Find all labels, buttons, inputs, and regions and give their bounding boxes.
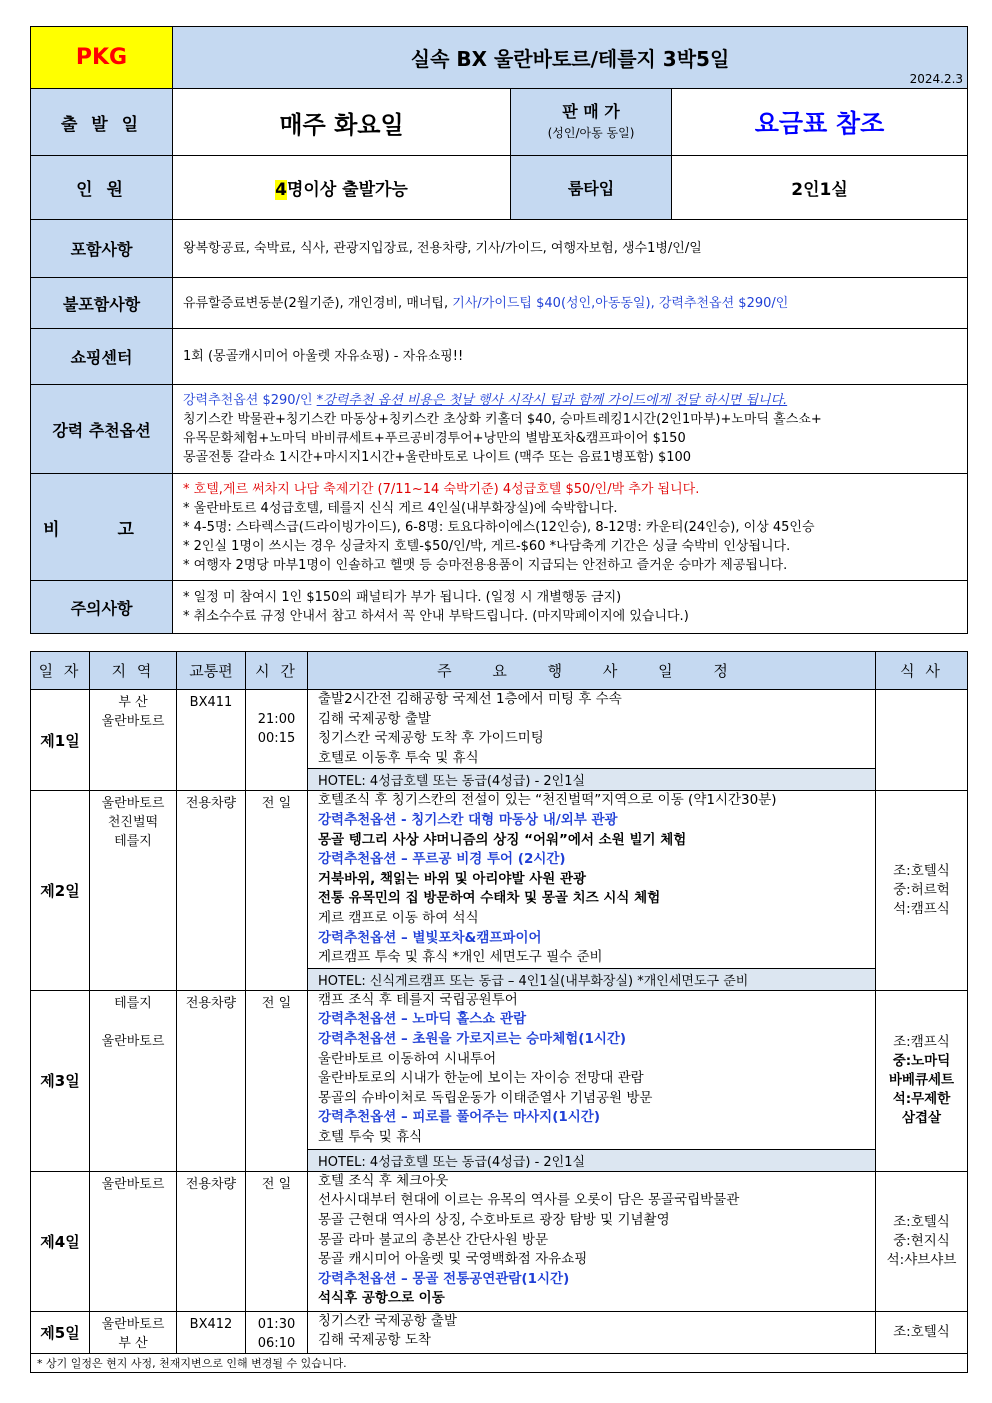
transport: BX412 bbox=[177, 1311, 246, 1353]
activities-cell bbox=[308, 1311, 876, 1353]
activity: 김해 국제공항 도착 bbox=[318, 1332, 431, 1349]
time: 06:10 bbox=[257, 1335, 296, 1351]
itinerary-day-3 bbox=[31, 990, 968, 1149]
people-cell bbox=[173, 156, 511, 220]
excluded-cell bbox=[173, 278, 968, 329]
meal: 석:캠프식 bbox=[893, 901, 950, 918]
included-label: 포함사항 bbox=[31, 220, 173, 278]
col-header-meals: 식 사 bbox=[876, 652, 968, 690]
excluded-tip-option: 기사/가이드팁 $40(성인,아동동일), 강력추천옵션 $290/인 bbox=[452, 295, 789, 311]
col-header-region: 지 역 bbox=[90, 652, 177, 690]
remarks-line: * 울란바토르 4성급호텔, 테를지 신식 게르 4인실(내부화장실)에 숙박합니다. bbox=[183, 500, 618, 516]
region: 테를지 bbox=[114, 834, 152, 850]
activity: 김해 국제공항 출발 bbox=[318, 710, 431, 727]
activity-option: 강력추천옵션 – 별빛포차&캠프파이어 bbox=[318, 929, 542, 946]
activity: 울란바토로의 시내가 한눈에 보이는 자이승 전망대 관람 bbox=[318, 1070, 644, 1087]
activity: 몽골 라마 불교의 총본산 간단사원 방문 bbox=[318, 1231, 549, 1248]
time: 전 일 bbox=[246, 1171, 308, 1311]
itinerary-table bbox=[30, 651, 968, 1373]
remarks-line: * 여행자 2명당 마부1명이 인솔하고 헬맷 등 승마전용용품이 지급되는 안전하고 즐거운 승마가 제공됩니다. bbox=[183, 557, 788, 573]
activity: 전통 유목민의 집 방문하여 수태차 및 몽골 치즈 시식 체험 bbox=[318, 890, 661, 907]
options-cell bbox=[173, 385, 968, 474]
itinerary-day-1 bbox=[31, 690, 968, 769]
footnote: * 상기 일정은 현지 사정, 천재지변으로 인해 변경될 수 있습니다. bbox=[31, 1353, 968, 1372]
activity: 게르캠프 투숙 및 휴식 *개인 세면도구 필수 준비 bbox=[318, 949, 603, 966]
activity: 울란바토르 이동하여 시내투어 bbox=[318, 1050, 497, 1067]
option-line: 유목문화체험+노마딕 바비큐세트+푸르공비경투어+낭만의 별밤포차&캠프파이어 $150 bbox=[183, 431, 686, 446]
meal: 중:현지식 bbox=[893, 1232, 950, 1249]
activity: 몽골 캐시미어 아울렛 및 국영백화점 자유쇼핑 bbox=[318, 1251, 588, 1268]
activity: 호텔로 이동후 투숙 및 휴식 bbox=[318, 749, 479, 766]
option-line: 칭기스칸 박물관+칭기스칸 마동상+칭키스칸 초상화 키홀더 $40, 승마트레킹1시간(2인1마부)+노마딕 홀스쇼+ bbox=[183, 412, 822, 427]
region: 울란바토르 bbox=[101, 1176, 165, 1192]
activity-option: 강력추천옵션 – 푸르공 비경 투어 (2시간) bbox=[318, 851, 566, 868]
remarks-label: 비 고 bbox=[31, 474, 173, 581]
options-note: *강력추천 옵션 비용은 첫날 행사 시작시 팁과 함께 가이드에게 전달 하시면 됩니다. bbox=[316, 393, 788, 408]
caution-line: * 일정 미 참여시 1인 $150의 패널티가 부가 됩니다. (일정 시 개별행동 금지) bbox=[183, 590, 622, 605]
activity: 거북바위, 책읽는 바위 및 아리야발 사원 관광 bbox=[318, 870, 587, 887]
price-value: 요금표 참조 bbox=[672, 89, 968, 156]
hotel-info: HOTEL: 4성급호텔 또는 동급(4성급) - 2인1실 bbox=[308, 1149, 876, 1171]
meal: 삼겹살 bbox=[901, 1110, 942, 1127]
day-label: 제4일 bbox=[31, 1171, 90, 1311]
package-title: 실속 BX 울란바토르/테를지 3박5일 bbox=[410, 47, 730, 71]
activity: 출발2시간전 김해공항 국제선 1층에서 미팅 후 수속 bbox=[318, 691, 622, 707]
region-cell bbox=[90, 791, 177, 990]
day-label: 제5일 bbox=[31, 1311, 90, 1353]
itinerary-day-5 bbox=[31, 1311, 968, 1353]
itinerary-day-4 bbox=[31, 1171, 968, 1311]
meals-cell bbox=[876, 791, 968, 990]
day-label: 제2일 bbox=[31, 791, 90, 990]
time-cell bbox=[246, 690, 308, 791]
document-date: 2024.2.3 bbox=[909, 72, 964, 86]
included-value: 왕복항공료, 숙박료, 식사, 관광지입장료, 전용차량, 기사/가이드, 여행자보험, 생수1병/인/일 bbox=[173, 220, 968, 278]
remarks-line: * 2인실 1명이 쓰시는 경우 싱글차지 호텔-$50/인/박, 게르-$60 *나담축게 기간은 싱글 숙박비 인상됩니다. bbox=[183, 538, 791, 554]
price-label-cell bbox=[511, 89, 672, 156]
shopping-label: 쇼핑센터 bbox=[31, 329, 173, 385]
caution-label: 주의사항 bbox=[31, 581, 173, 634]
region-cell bbox=[90, 1171, 177, 1311]
activity: 석식후 공항으로 이동 bbox=[318, 1290, 445, 1307]
meal: 중:노마딕 bbox=[892, 1053, 951, 1070]
meals-cell bbox=[876, 1311, 968, 1353]
options-heading: 강력추천옵션 $290/인 bbox=[183, 393, 317, 408]
remarks-cell bbox=[173, 474, 968, 581]
region: 테를지 bbox=[114, 995, 152, 1011]
room-value: 2인1실 bbox=[672, 156, 968, 220]
activity-option: 강력추천옵션 - 칭기스칸 대형 마동상 내/외부 관광 bbox=[318, 811, 618, 828]
remarks-line: * 4-5명: 스타렉스급(드라이빙가이드), 6-8명: 토요다하이에스(12인승), 8-12명: 카운티(24인승), 이상 45인승 bbox=[183, 519, 815, 535]
region: 부 산 bbox=[118, 1335, 148, 1351]
meal: 조:호텔식 bbox=[893, 863, 950, 880]
activities-cell bbox=[308, 1171, 876, 1311]
meal: 중:허르헉 bbox=[893, 882, 950, 899]
region: 울란바토르 bbox=[101, 1316, 165, 1332]
activity-option: 강력추천옵션 – 피로를 풀어주는 마사지(1시간) bbox=[318, 1109, 601, 1126]
activity-option: 강력추천옵션 – 노마딕 홀스쇼 관람 bbox=[318, 1011, 527, 1028]
pkg-badge: PKG bbox=[31, 27, 173, 89]
excluded-label: 불포함사항 bbox=[31, 278, 173, 329]
people-value: 명이상 출발가능 bbox=[286, 180, 408, 200]
col-header-time: 시 간 bbox=[246, 652, 308, 690]
meal: 조:캠프식 bbox=[893, 1034, 950, 1051]
time: 00:15 bbox=[257, 731, 296, 746]
region: 부 산 bbox=[118, 695, 148, 710]
day-label: 제3일 bbox=[31, 990, 90, 1171]
time: 전 일 bbox=[246, 791, 308, 990]
options-label: 강력 추천옵션 bbox=[31, 385, 173, 474]
activities-cell bbox=[308, 990, 876, 1149]
transport: BX411 bbox=[177, 690, 246, 791]
activity: 몽골 텡그리 사상 샤머니즘의 상징 “어워”에서 소원 빌기 체험 bbox=[318, 831, 687, 848]
option-line: 몽골전통 갈라쇼 1시간+마시지1시간+울란바토로 나이트 (맥주 또는 음료1병포함) $100 bbox=[183, 450, 692, 465]
col-header-transport: 교통편 bbox=[177, 652, 246, 690]
meal: 바베큐세트 bbox=[888, 1072, 955, 1089]
caution-line: * 취소수수료 규정 안내서 참고 하셔서 꼭 안내 부탁드립니다. (마지막페이지에 있습니다.) bbox=[183, 609, 689, 624]
room-label: 룸타입 bbox=[511, 156, 672, 220]
hotel-info: HOTEL: 신식게르캠프 또는 동급 – 4인1실(내부화장실) *개인세면도구 준비 bbox=[308, 968, 876, 990]
meals-cell bbox=[876, 1171, 968, 1311]
time: 전 일 bbox=[246, 990, 308, 1171]
caution-cell bbox=[173, 581, 968, 634]
region: 울란바토르 bbox=[101, 1033, 165, 1049]
region: 울란바토르 bbox=[101, 796, 165, 812]
activity: 몽골의 슈바이처로 독립운동가 이태준열사 기념공원 방문 bbox=[318, 1089, 653, 1106]
price-sublabel: (성인/아동 동일) bbox=[547, 125, 635, 140]
day-label: 제1일 bbox=[31, 690, 90, 791]
people-label: 인 원 bbox=[31, 156, 173, 220]
transport: 전용차량 bbox=[177, 791, 246, 990]
region-cell bbox=[90, 690, 177, 791]
activity-option: 강력추천옵션 – 초원을 가로지르는 승마체험(1시간) bbox=[318, 1030, 627, 1047]
time: 01:30 bbox=[257, 1316, 296, 1332]
time-cell bbox=[246, 1311, 308, 1353]
transport: 전용차량 bbox=[177, 1171, 246, 1311]
col-header-day: 일 자 bbox=[31, 652, 90, 690]
meal: 조:호텔식 bbox=[893, 1213, 950, 1230]
remarks-surcharge: * 호텔,게르 써차지 나담 축제기간 (7/11~14 숙박기준) 4성급호텔 $50/인/박 추가 됩니다. bbox=[183, 481, 700, 497]
meal: 조:호텔식 bbox=[893, 1323, 950, 1340]
activity-option: 강력추천옵션 – 몽골 전통공연관람(1시간) bbox=[318, 1270, 570, 1287]
title-cell bbox=[173, 27, 968, 89]
region-spacer bbox=[90, 1013, 176, 1032]
region: 울란바토르 bbox=[101, 714, 165, 729]
itinerary-day-2 bbox=[31, 791, 968, 968]
meal: 석:샤브샤브 bbox=[886, 1251, 957, 1268]
time: 21:00 bbox=[257, 712, 296, 727]
activities-cell bbox=[308, 690, 876, 769]
region: 천진벌떡 bbox=[107, 815, 159, 831]
shopping-value: 1회 (몽골캐시미어 아울렛 자유쇼핑) - 자유쇼핑!! bbox=[173, 329, 968, 385]
transport: 전용차량 bbox=[177, 990, 246, 1171]
excluded-value: 유류할증료변동분(2월기준), 개인경비, 매너팁, bbox=[183, 295, 453, 311]
region-cell bbox=[90, 1311, 177, 1353]
meals-cell bbox=[876, 690, 968, 791]
departure-label: 출 발 일 bbox=[31, 89, 173, 156]
activity: 선사시대부터 현대에 이르는 유목의 역사를 오롯이 담은 몽골국립박물관 bbox=[318, 1192, 740, 1209]
departure-value: 매주 화요일 bbox=[173, 89, 511, 156]
activity: 칭기스칸 국제공항 도착 후 가이드미팅 bbox=[318, 730, 544, 747]
activity: 호텔 투숙 및 휴식 bbox=[318, 1128, 423, 1145]
people-min-count: 4 bbox=[275, 180, 287, 200]
price-label: 판 매 가 bbox=[562, 101, 620, 121]
col-header-schedule: 주 요 행 사 일 정 bbox=[308, 652, 876, 690]
activity: 게르 캠프로 이동 하여 석식 bbox=[318, 909, 479, 926]
activities-cell bbox=[308, 791, 876, 968]
hotel-info: HOTEL: 4성급호텔 또는 동급(4성급) - 2인1실 bbox=[308, 769, 876, 791]
activity: 캠프 조식 후 테를지 국립공원투어 bbox=[318, 991, 518, 1008]
activity: 호텔 조식 후 체크아웃 bbox=[318, 1172, 449, 1189]
region-cell bbox=[90, 990, 177, 1171]
meals-cell bbox=[876, 990, 968, 1171]
activity: 호텔조식 후 칭기스칸의 전설이 있는 “천진벌떡”지역으로 이동 (약1시간30분) bbox=[318, 792, 777, 809]
package-info-table bbox=[30, 26, 968, 634]
meal: 석:무제한 bbox=[892, 1091, 951, 1108]
activity: 칭기스칸 국제공항 출발 bbox=[318, 1312, 457, 1329]
activity: 몽골 근현대 역사의 상징, 수호바토르 광장 탐방 및 기념촬영 bbox=[318, 1211, 670, 1228]
